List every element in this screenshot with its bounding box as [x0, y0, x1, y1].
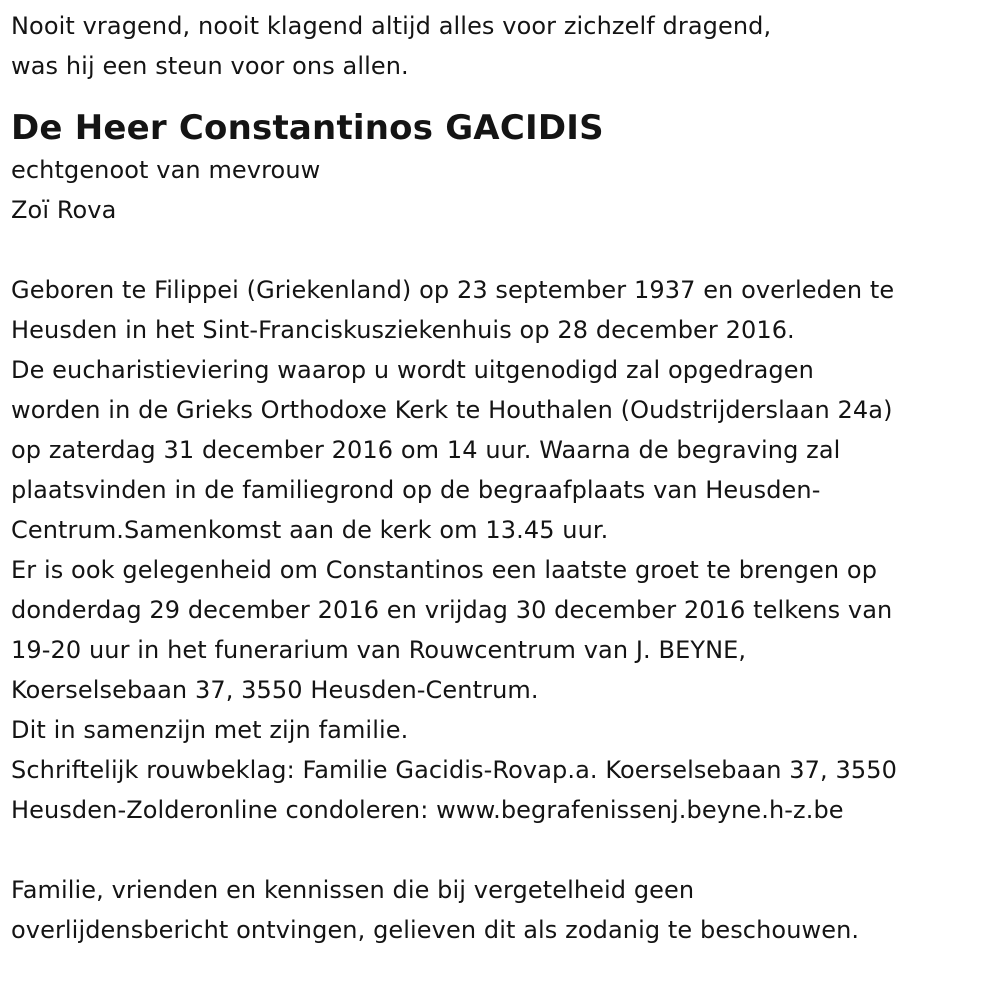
obituary-body — [11, 270, 996, 830]
closing-line: Familie, vrienden en kennissen die bij vergetelheid geen — [11, 876, 695, 904]
spacer — [11, 230, 996, 270]
closing-note — [11, 870, 996, 950]
body-line: 19-20 uur in het funerarium van Rouwcentrum van J. BEYNE, — [11, 636, 747, 664]
body-line: worden in de Grieks Orthodoxe Kerk te Houthalen (Oudstrijderslaan 24a) — [11, 396, 893, 424]
obituary-notice — [11, 0, 996, 950]
spacer — [11, 830, 996, 870]
body-line: Schriftelijk rouwbeklag: Familie Gacidis-Rovap.a. Koerselsebaan 37, 3550 — [11, 756, 897, 784]
body-line: plaatsvinden in de familiegrond op de begraafplaats van Heusden- — [11, 476, 821, 504]
body-line: Koerselsebaan 37, 3550 Heusden-Centrum. — [11, 676, 539, 704]
body-line: Geboren te Filippei (Griekenland) op 23 september 1937 en overleden te — [11, 276, 895, 304]
memorial-quote — [11, 6, 996, 86]
body-line: op zaterdag 31 december 2016 om 14 uur. Waarna de begraving zal — [11, 436, 841, 464]
closing-line: overlijdensbericht ontvingen, gelieven dit als zodanig te beschouwen. — [11, 916, 860, 944]
body-line: Centrum.Samenkomst aan de kerk om 13.45 uur. — [11, 516, 609, 544]
body-line: De eucharistieviering waarop u wordt uitgenodigd zal opgedragen — [11, 356, 814, 384]
body-line: Heusden-Zolderonline condoleren: www.begrafenissenj.beyne.h-z.be — [11, 796, 844, 824]
spouse-info — [11, 150, 996, 230]
deceased-name: De Heer Constantinos GACIDIS — [11, 108, 604, 148]
body-line: Heusden in het Sint-Franciskusziekenhuis op 28 december 2016. — [11, 316, 795, 344]
quote-line: was hij een steun voor ons allen. — [11, 52, 409, 80]
spouse-name: Zoï Rova — [11, 196, 117, 224]
body-line: Dit in samenzijn met zijn familie. — [11, 716, 409, 744]
body-line: donderdag 29 december 2016 en vrijdag 30 december 2016 telkens van — [11, 596, 893, 624]
quote-line: Nooit vragend, nooit klagend altijd alles voor zichzelf dragend, — [11, 12, 772, 40]
spouse-line: echtgenoot van mevrouw — [11, 156, 321, 184]
body-line: Er is ook gelegenheid om Constantinos een laatste groet te brengen op — [11, 556, 878, 584]
